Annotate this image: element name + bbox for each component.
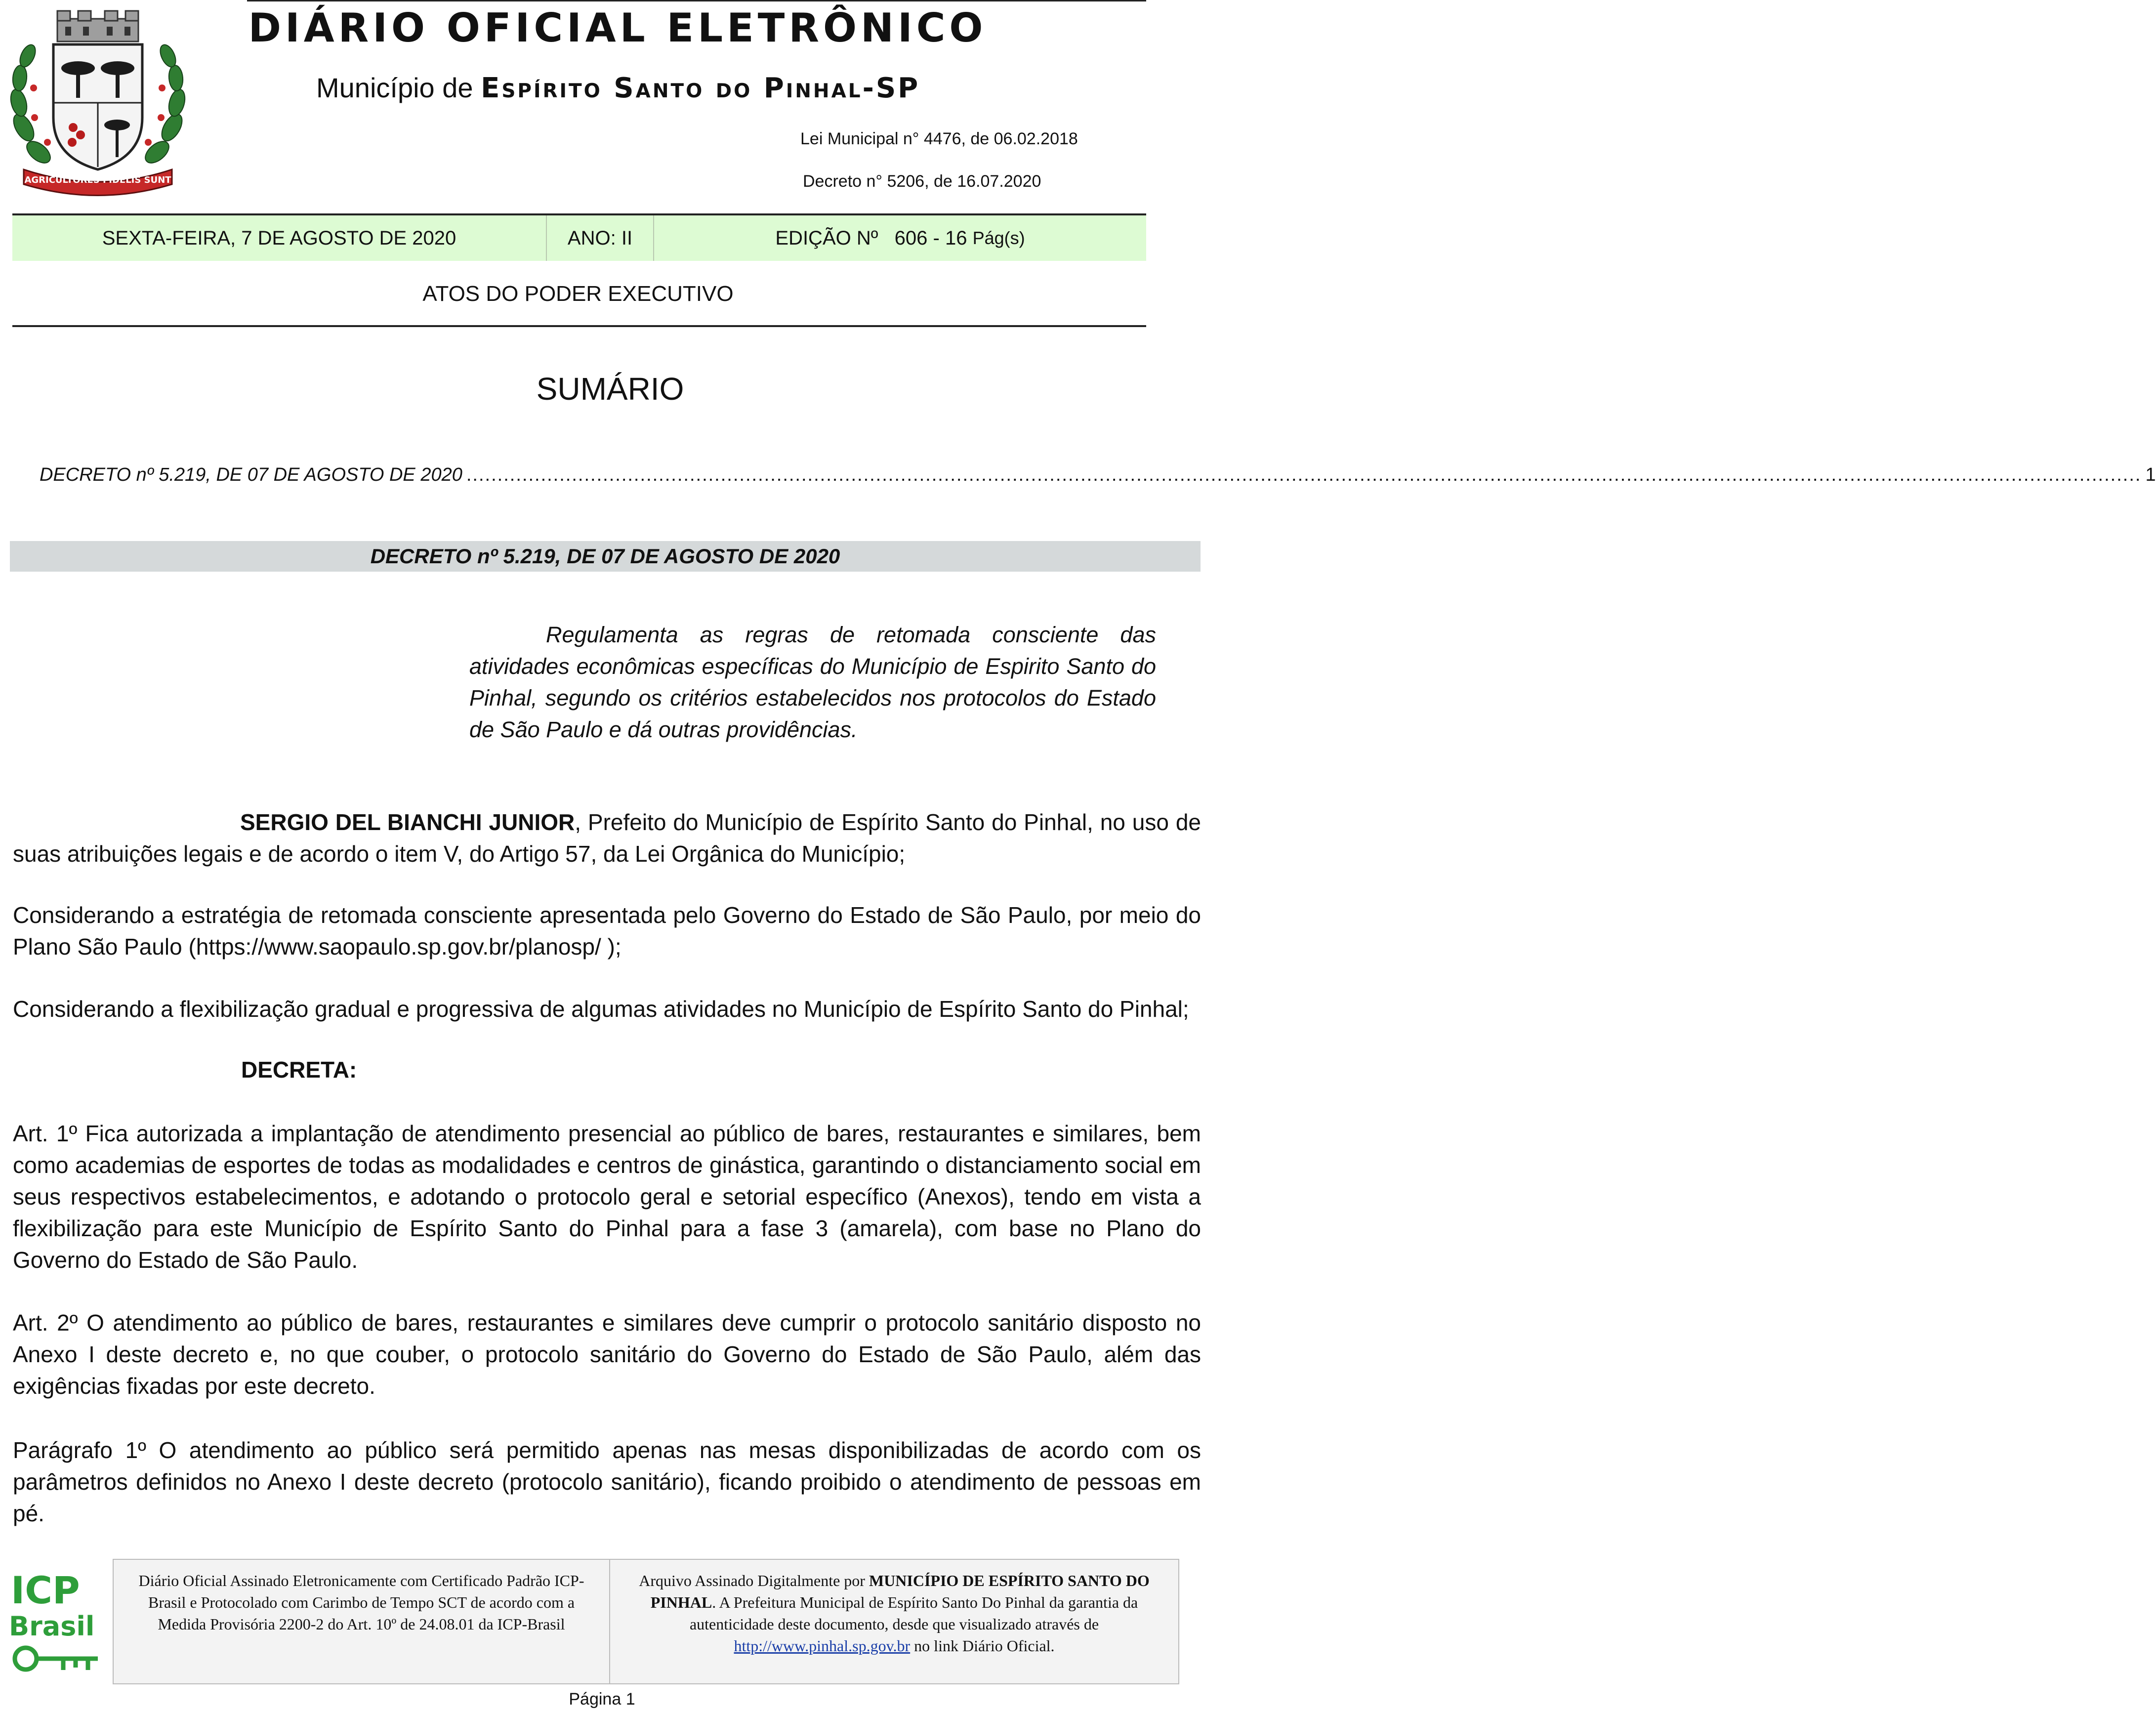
- footer-website-link[interactable]: http://www.pinhal.sp.gov.br: [734, 1637, 911, 1655]
- decree-title-bar: DECRETO nº 5.219, DE 07 DE AGOSTO DE 2020: [10, 541, 1201, 572]
- decree-ementa: Regulamenta as regras de retomada consciente das atividades econômicas específicas do Município de Espirito Santo do Pinhal, segundo os critérios estabelecidos nos protocolos do Estado de São Paulo e dá outras providências.: [469, 622, 1156, 742]
- footer-certificate-text: Diário Oficial Assinado Eletronicamente com Certificado Padrão ICP-Brasil e Protocolado com Carimbo de Tempo SCT de acordo com a Medida Provisória 2200-2 do Art. 10º de 24.08.01 da ICP-Brasil: [114, 1560, 610, 1683]
- article-2: Art. 2º O atendimento ao público de bares, restaurantes e similares deve cumprir o protocolo sanitário disposto no Anexo I deste decreto e, no que couber, o protocolo sanitário do Governo do Estado de São Paulo, além das exigências fixadas por este decreto.: [13, 1310, 1201, 1399]
- article-1: Art. 1º Fica autorizada a implantação de atendimento presencial ao público de bares, restaurantes e similares, bem como academias de esportes de todas as modalidades e centros de ginástica, garantindo o distanciamento social em seus respectivos estabelecimentos, e adotando o protocolo geral e setorial específico (Anexos), tendo em vista a flexibilização para este Município de Espírito Santo do Pinhal para a fase 3 (amarela), com base no Plano do Governo do Estado de São Paulo.: [13, 1121, 1201, 1273]
- summary-entry-page: 1: [2145, 464, 2156, 485]
- footer-authenticity-text: . A Prefeitura Municipal de Espírito Santo Do Pinhal da garantia da autenticidade deste documento, desde que visualizado através de: [689, 1593, 1138, 1633]
- footer-signer-name: MUNICÍPIO DE ESPÍRITO SANTO DO PINHAL: [650, 1572, 1150, 1611]
- icp-logo-line-2: Brasil: [9, 1611, 95, 1642]
- summary-entry-leader: ..............................................................................................................................................................................................................................................................................: [466, 464, 2142, 485]
- paragraph-1: Parágrafo 1º O atendimento ao público será permitido apenas nas mesas disponibilizadas de acordo com os parâmetros definidos no Anexo I deste decreto (protocolo sanitário), ficando proibido o atendimento de pessoas em pé.: [13, 1437, 1201, 1526]
- whereas-clause-1: Considerando a estratégia de retomada consciente apresentada pelo Governo do Estado de São Paulo, por meio do Plano São Paulo (https://www.saopaulo.sp.gov.br/planosp/ );: [13, 902, 1201, 960]
- icp-brasil-logo-icon: [9, 1569, 103, 1682]
- preamble-text: , Prefeito do Município de Espírito Santo do Pinhal, no uso de suas atribuições legais e de acordo o item V, do Artigo 57, da Lei Orgânica do Município;: [13, 809, 1201, 867]
- edition-date: SEXTA-FEIRA, 7 DE AGOSTO DE 2020: [12, 215, 547, 261]
- edition-year: ANO: II: [547, 215, 654, 261]
- municipality-name: Espírito Santo do Pinhal-SP: [481, 72, 920, 104]
- decree-reference: Decreto n° 5206, de 16.07.2020: [803, 172, 1041, 191]
- edition-number: [654, 215, 1146, 261]
- mayor-name: SERGIO DEL BIANCHI JUNIOR: [240, 809, 575, 835]
- decree-preamble: [13, 806, 1201, 870]
- municipality-line: [316, 72, 920, 104]
- signature-footer: [113, 1559, 1179, 1684]
- footer-signed-by-label: Arquivo Assinado Digitalmente por: [639, 1572, 869, 1589]
- whereas-clause-2: Considerando a flexibilização gradual e progressiva de algumas atividades no Município de Espírito Santo do Pinhal;: [13, 996, 1189, 1022]
- municipality-prefix: Município de: [316, 72, 481, 103]
- summary-heading: SUMÁRIO: [536, 371, 684, 407]
- edition-number-text: EDIÇÃO Nº 606 - 16: [775, 227, 973, 249]
- icp-logo-line-1: ICP: [11, 1568, 80, 1612]
- summary-entry-title: DECRETO nº 5.219, DE 07 DE AGOSTO DE 2020: [40, 464, 462, 485]
- section-title: ATOS DO PODER EXECUTIVO: [422, 282, 734, 306]
- decreta-heading: DECRETA:: [241, 1057, 357, 1083]
- gazette-title: DIÁRIO OFICIAL ELETRÔNICO: [248, 5, 987, 51]
- municipal-coat-of-arms-icon: [4, 4, 192, 192]
- header-top-rule: [247, 0, 1146, 1]
- edition-info-bar: [12, 213, 1146, 261]
- edition-pages-label: Pág(s): [972, 228, 1025, 248]
- footer-link-suffix: no link Diário Oficial.: [910, 1637, 1055, 1655]
- page-number: Página 1: [569, 1690, 635, 1709]
- municipal-law-reference: Lei Municipal n° 4476, de 06.02.2018: [800, 129, 1078, 148]
- section-divider: [12, 325, 1146, 327]
- summary-entry[interactable]: [40, 464, 2156, 486]
- crest-motto: AGRICULTORES FIDELIS SUNT: [24, 175, 171, 185]
- footer-signature-text: [610, 1560, 1178, 1683]
